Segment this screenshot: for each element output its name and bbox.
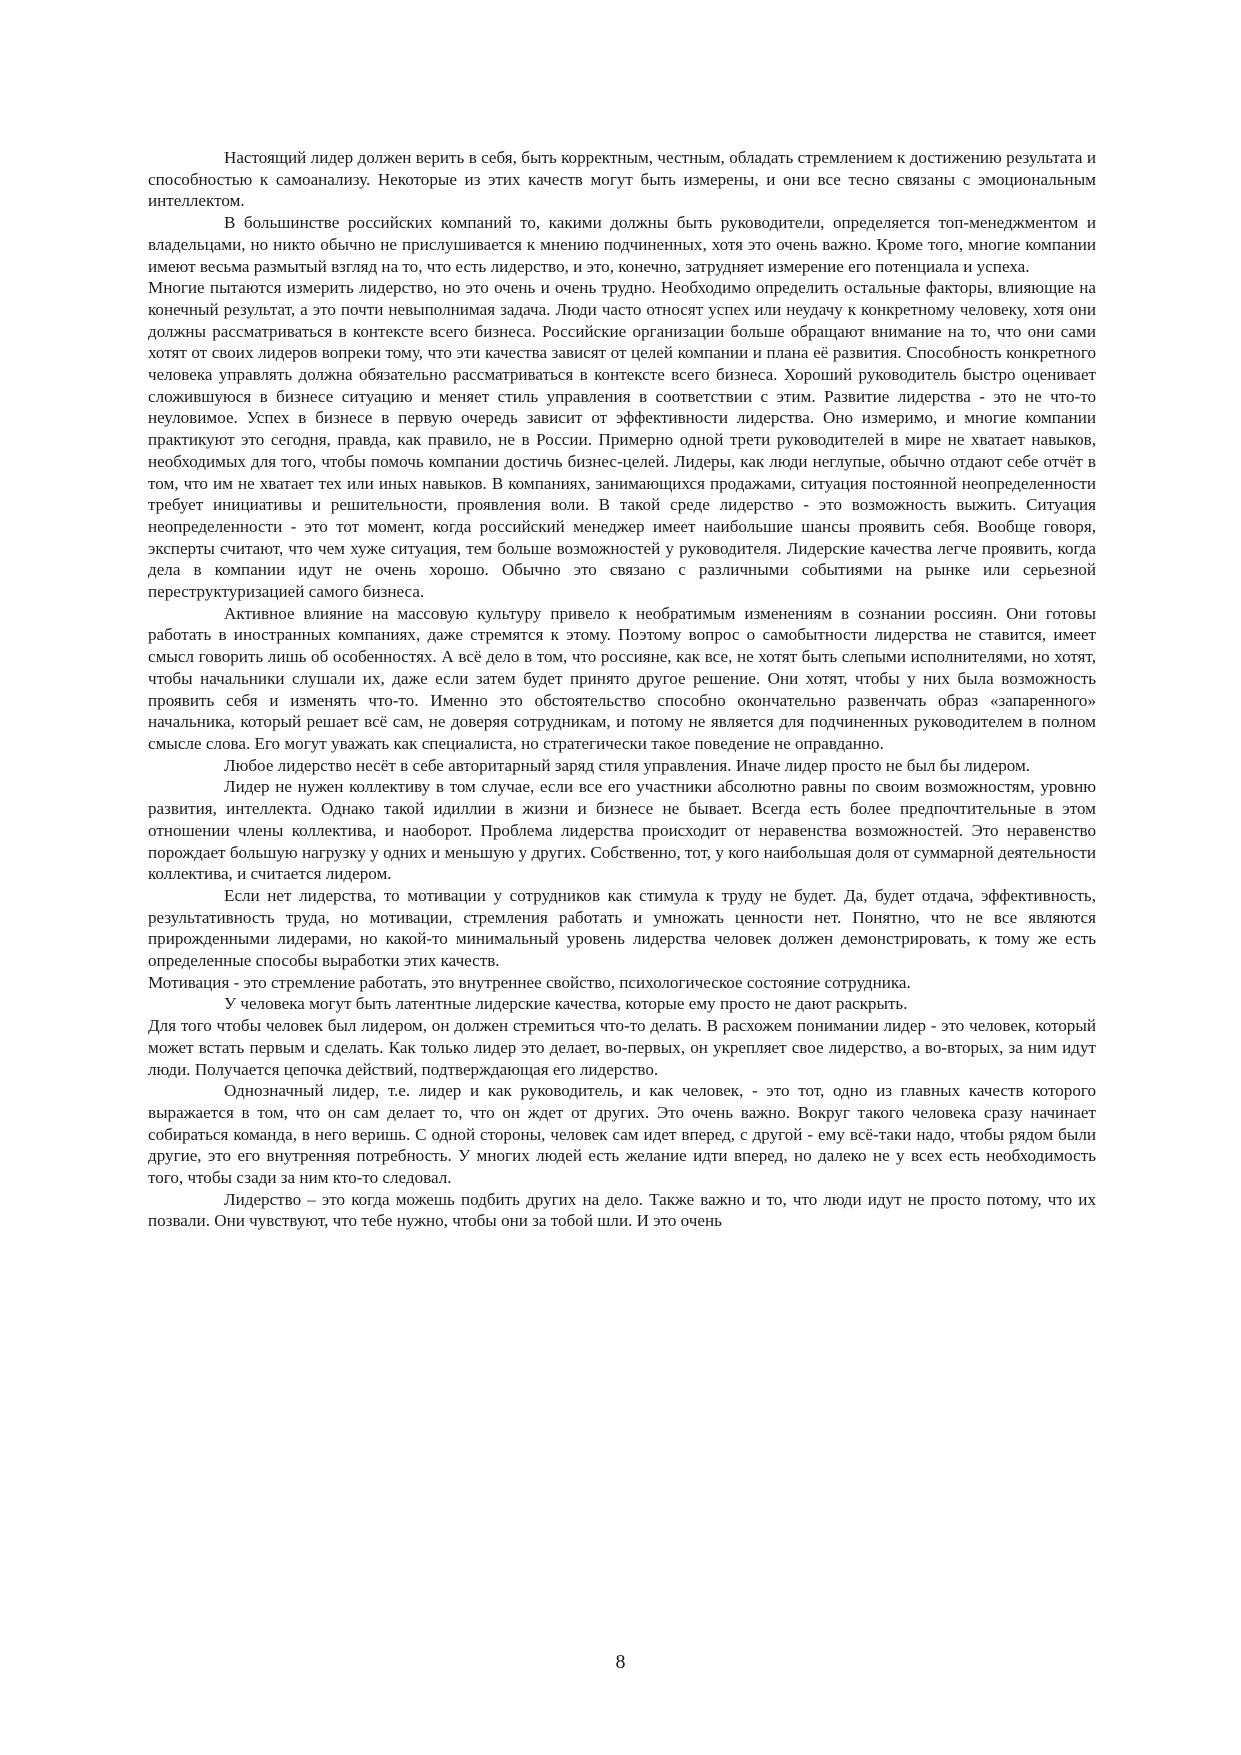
- paragraph: Однозначный лидер, т.е. лидер и как руководитель, и как человек, - это тот, одно из главных качеств которого выражается в том, что он сам делает то, что он ждет от других. Это очень важно. Вокруг такого человека сразу начинает собираться команда, в него веришь. С одной стороны, человек сам идет вперед, с другой - ему всё-таки надо, чтобы рядом были другие, это его внутренняя потребность. У многих людей есть желание идти вперед, но далеко не у всех есть необходимость того, чтобы сзади за ним кто-то следовал.: [148, 1081, 1096, 1188]
- paragraph: Лидер не нужен коллективу в том случае, если все его участники абсолютно равны по своим возможностям, уровню развития, интеллекта. Однако такой идиллии в жизни и бизнесе не бывает. Всегда есть более предпочтительные в этом отношении члены коллектива, и наоборот. Проблема лидерства происходит от неравенства возможностей. Это неравенство порождает большую нагрузку у одних и меньшую у других. Собственно, тот, у кого наибольшая доля от суммарной деятельности коллектива, и считается лидером.: [148, 777, 1096, 884]
- paragraph: Если нет лидерства, то мотивации у сотрудников как стимула к труду не будет. Да, будет отдача, эффективность, результативность труда, но мотивации, стремления работать и умножать ценности нет. Понятно, что не все являются прирожденными лидерами, но какой-то минимальный уровень лидерства человек должен демонстрировать, к тому же есть определенные способы выработки этих качеств.: [148, 885, 1096, 971]
- paragraph: Любое лидерство несёт в себе авторитарный заряд стиля управления. Иначе лидер просто не был бы лидером.: [224, 755, 1031, 775]
- paragraph: Для того чтобы человек был лидером, он должен стремиться что-то делать. В расхожем понимании лидер - это человек, который может встать первым и сделать. Как только лидер это делает, во-первых, он укрепляет свое лидерство, а во-вторых, за ним идут люди. Получается цепочка действий, подтверждающая его лидерство.: [148, 1016, 1096, 1079]
- paragraph: У человека могут быть латентные лидерские качества, которые ему просто не дают раскрыть.: [224, 994, 908, 1014]
- paragraph: В большинстве российских компаний то, какими должны быть руководители, определяется топ-менеджментом и владельцами, но никто обычно не прислушивается к мнению подчиненных, хотя это очень важно. Кроме того, многие компании имеют весьма размытый взгляд на то, что есть лидерство, и это, конечно, затрудняет измерение его потенциала и успеха.: [148, 213, 1096, 276]
- paragraph: Активное влияние на массовую культуру привело к необратимым изменениям в сознании россиян. Они готовы работать в иностранных компаниях, даже стремятся к этому. Поэтому вопрос о самобытности лидерства не ставится, имеет смысл говорить лишь об особенностях. А всё дело в том, что россияне, как все, не хотят быть слепыми исполнителями, но хотят, чтобы начальники слушали их, даже если затем будет принято другое решение. Они хотят, чтобы у них была возможность проявить себя и изменять что-то. Именно это обстоятельство способно окончательно развенчать образ «запаренного» начальника, который решает всё сам, не доверяя сотрудникам, и потому не является для подчиненных руководителем в полном смысле слова. Его могут уважать как специалиста, но стратегически такое поведение не оправданно.: [148, 603, 1096, 753]
- paragraph: Настоящий лидер должен верить в себя, быть корректным, честным, обладать стремлением к достижению результата и способностью к самоанализу. Некоторые из этих качеств могут быть измерены, и они все тесно связаны с эмоциональным интеллектом.: [148, 148, 1096, 211]
- paragraph: Мотивация - это стремление работать, это внутреннее свойство, психологическое состояние сотрудника.: [148, 972, 911, 992]
- paragraph: Лидерство – это когда можешь подбить других на дело. Также важно и то, что люди идут не просто потому, что их позвали. Они чувствуют, что тебе нужно, чтобы они за тобой шли. И это очень: [148, 1189, 1096, 1231]
- page-number: 8: [615, 1651, 626, 1673]
- paragraph: Многие пытаются измерить лидерство, но это очень и очень трудно. Необходимо определить остальные факторы, влияющие на конечный результат, а это почти невыполнимая задача. Люди часто относят успех или неудачу к конкретному человеку, хотя они должны рассматриваться в контексте всего бизнеса. Российские организации больше обращают внимание на то, что они сами хотят от своих лидеров вопреки тому, что эти качества зависят от целей компании и плана её развития. Способность конкретного человека управлять должна обязательно рассматриваться в контексте всего бизнеса. Хороший руководитель быстро оценивает сложившуюся в бизнесе ситуацию и меняет стиль управления в соответствии с этим. Развитие лидерства - это не что-то неуловимое. Успех в бизнесе в первую очередь зависит от эффективности лидерства. Оно измеримо, и многие компании практикуют это сегодня, правда, как правило, не в России. Примерно одной трети руководителей в мире не хватает навыков, необходимых для того, чтобы помочь компании достичь бизнес-целей. Лидеры, как люди неглупые, обычно отдают себе отчёт в том, что им не хватает тех или иных навыков. В компаниях, занимающихся продажами, ситуация постоянной неопределенности требует инициативы и решительности, проявления воли. В такой среде лидерство - это возможность выжить. Ситуация неопределенности - это тот момент, когда российский менеджер имеет наибольшие шансы проявить себя. Вообще говоря, эксперты считают, что чем хуже ситуация, тем больше возможностей у руководителя. Лидерские качества легче проявить, когда дела в компании идут не очень хорошо. Обычно это связано с различными событиями на рынке или серьезной переструктуризацией самого бизнеса.: [148, 278, 1096, 602]
- body-text: [148, 147, 1096, 1232]
